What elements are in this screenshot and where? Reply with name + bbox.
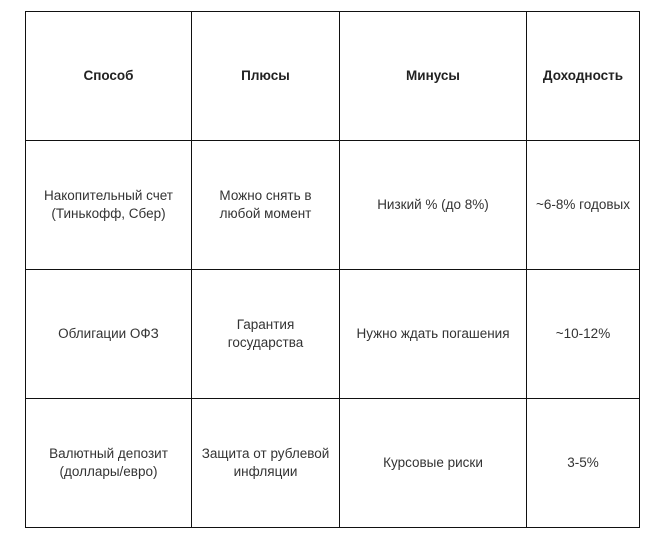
- cell-method: [26, 270, 192, 399]
- header-cons-label: Минусы: [406, 68, 460, 83]
- cell-text: Курсовые риски: [383, 455, 483, 470]
- cell-cons: [340, 270, 527, 399]
- cell-cons: [340, 141, 527, 270]
- header-yield: [527, 12, 640, 141]
- cell-text: Низкий % (до 8%): [377, 197, 489, 212]
- table-row: [26, 141, 640, 270]
- cell-yield: [527, 141, 640, 270]
- cell-text: Валютный депозит (доллары/евро): [49, 446, 168, 479]
- header-pros: [192, 12, 340, 141]
- cell-method: [26, 141, 192, 270]
- comparison-table: [25, 11, 640, 528]
- table-row: [26, 270, 640, 399]
- cell-yield: [527, 270, 640, 399]
- header-method: [26, 12, 192, 141]
- cell-text: ~10-12%: [555, 326, 611, 341]
- cell-text: ~6-8% годовых: [536, 197, 630, 212]
- cell-pros: [192, 270, 340, 399]
- table-body: [26, 141, 640, 528]
- cell-text: Можно снять в любой момент: [219, 188, 312, 221]
- cell-method: [26, 399, 192, 528]
- cell-pros: [192, 399, 340, 528]
- cell-text: Нужно ждать погашения: [356, 326, 510, 341]
- cell-text: Облигации ОФЗ: [58, 326, 159, 341]
- header-cons: [340, 12, 527, 141]
- table-header: [26, 12, 640, 141]
- header-row: [26, 12, 640, 141]
- header-pros-label: Плюсы: [241, 68, 290, 83]
- cell-text: Накопительный счет (Тинькофф, Сбер): [43, 188, 173, 221]
- cell-text: Гарантия государства: [227, 317, 304, 350]
- cell-yield: [527, 399, 640, 528]
- cell-cons: [340, 399, 527, 528]
- table-row: [26, 399, 640, 528]
- header-yield-label: Доходность: [542, 68, 624, 83]
- header-method-label: Способ: [83, 68, 134, 83]
- cell-text: Защита от рублевой инфляции: [201, 446, 330, 479]
- cell-text: 3-5%: [567, 455, 599, 470]
- cell-pros: [192, 141, 340, 270]
